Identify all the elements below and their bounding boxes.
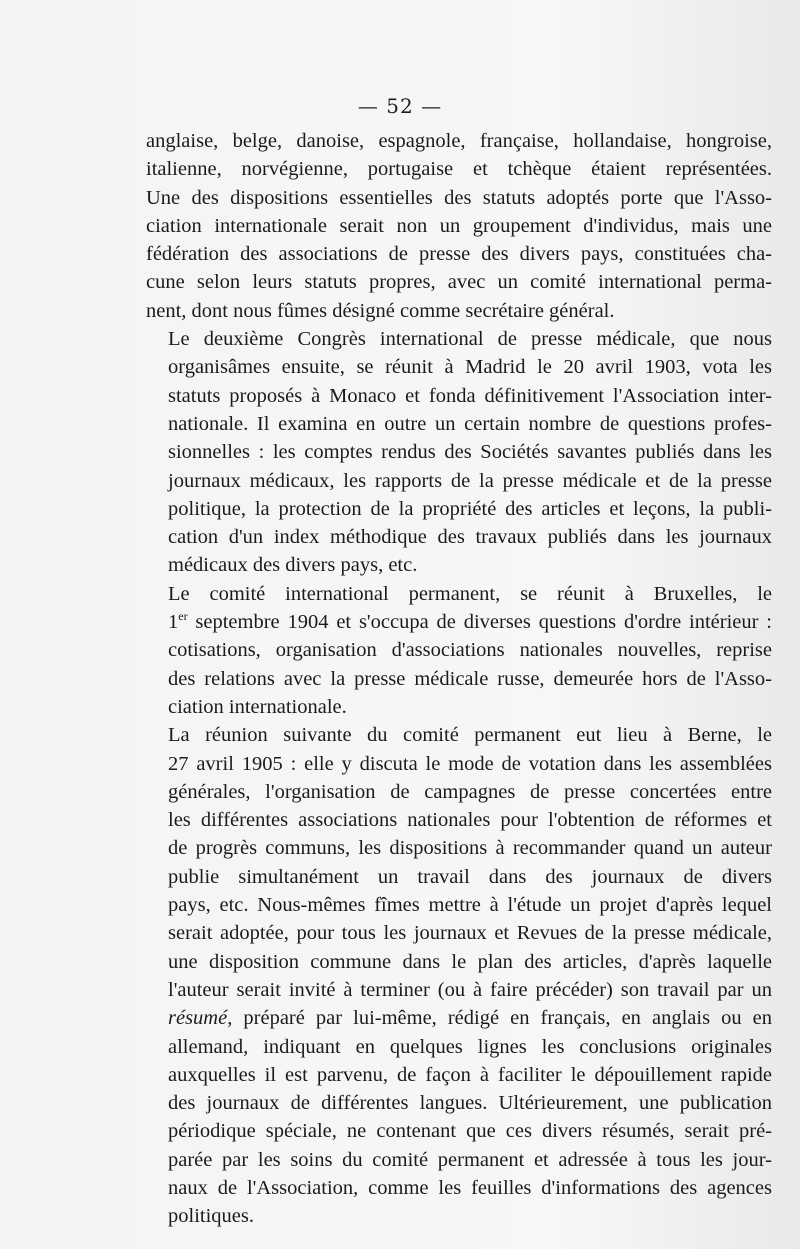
- text-line: serait adoptée, pour tous les journaux et Revues de la presse médicale,: [168, 922, 772, 945]
- paragraph-1: [146, 127, 772, 325]
- text-line: sionnelles : les comptes rendus des Sociétés savantes publiés dans les: [168, 441, 772, 464]
- text-line: auxquelles il est parvenu, de façon à faciliter le dépouillement rapide: [168, 1063, 772, 1086]
- text-line: de progrès communs, les dispositions à recommander quand un auteur: [168, 837, 772, 860]
- text-line: des journaux de différentes langues. Ultérieurement, une publication: [168, 1092, 772, 1115]
- text-line: générales, l'organisation de campagnes de presse concertées entre: [168, 780, 772, 803]
- text-line: 27 avril 1905 : elle y discuta le mode de votation dans les assemblées: [168, 752, 772, 775]
- paragraph-3: [146, 580, 772, 721]
- text-line: Le comité international permanent, se réunit à Bruxelles, le: [168, 582, 772, 605]
- text-line: Une des dispositions essentielles des statuts adoptés porte que l'Asso-: [146, 186, 772, 209]
- text-line: une disposition commune dans le plan des articles, d'après laquelle: [168, 950, 772, 973]
- text-line: parée par les soins du comité permanent et adressée à tous les jour-: [168, 1148, 772, 1171]
- text-line: médicaux des divers pays, etc.: [168, 554, 418, 577]
- text-line: périodique spéciale, ne contenant que ces divers résumés, serait pré-: [168, 1120, 772, 1143]
- text-line: politiques.: [168, 1205, 254, 1228]
- paragraph-2: [146, 325, 772, 580]
- text-line: italienne, norvégienne, portugaise et tchèque étaient représentées.: [146, 158, 772, 181]
- page-number: — 52 —: [357, 94, 443, 118]
- body-text: [146, 127, 772, 1231]
- text-line: politique, la protection de la propriété des articles et leçons, la publi-: [168, 497, 772, 520]
- text-line: anglaise, belge, danoise, espagnole, française, hollandaise, hongroise,: [146, 130, 772, 152]
- text-line: cotisations, organisation d'associations nationales nouvelles, reprise: [168, 639, 772, 662]
- text-line: l'auteur serait invité à terminer (ou à faire précéder) son travail par un: [168, 978, 772, 1001]
- text-line: publie simultanément un travail dans des journaux de divers: [168, 865, 772, 888]
- text-line: nationale. Il examina en outre un certain nombre de questions profes-: [168, 412, 772, 435]
- text-line: organisâmes ensuite, se réunit à Madrid le 20 avril 1903, vota les: [168, 356, 772, 379]
- text-line: ciation internationale serait non un groupement d'individus, mais une: [146, 214, 772, 237]
- text-line: les différentes associations nationales pour l'obtention de réformes et: [168, 809, 772, 832]
- text-line: résumé, préparé par lui-même, rédigé en français, en anglais ou en: [168, 1007, 772, 1030]
- text-line: des relations avec la presse médicale russe, demeurée hors de l'Asso-: [168, 667, 772, 690]
- text-line: 1er septembre 1904 et s'occupa de diverses questions d'ordre intérieur :: [168, 609, 772, 634]
- text-line: cation d'un index méthodique des travaux publiés dans les journaux: [168, 526, 772, 549]
- text-line: allemand, indiquant en quelques lignes les conclusions originales: [168, 1035, 772, 1058]
- text-line: La réunion suivante du comité permanent eut lieu à Berne, le: [168, 724, 772, 747]
- text-line: Le deuxième Congrès international de presse médicale, que nous: [168, 328, 772, 351]
- text-line: cune selon leurs statuts propres, avec un comité international perma-: [146, 271, 772, 294]
- text-line: fédération des associations de presse des divers pays, constituées cha-: [146, 243, 772, 266]
- text-line: statuts proposés à Monaco et fonda définitivement l'Association inter-: [168, 384, 772, 407]
- paragraph-4: [146, 721, 772, 1230]
- text-line: pays, etc. Nous-mêmes fîmes mettre à l'étude un projet d'après lequel: [168, 894, 772, 917]
- text-line: naux de l'Association, comme les feuilles d'informations des agences: [168, 1176, 772, 1199]
- text-line: journaux médicaux, les rapports de la presse médicale et de la presse: [168, 469, 772, 492]
- text-line: ciation internationale.: [168, 695, 347, 718]
- text-line: nent, dont nous fûmes désigné comme secrétaire général.: [146, 299, 615, 322]
